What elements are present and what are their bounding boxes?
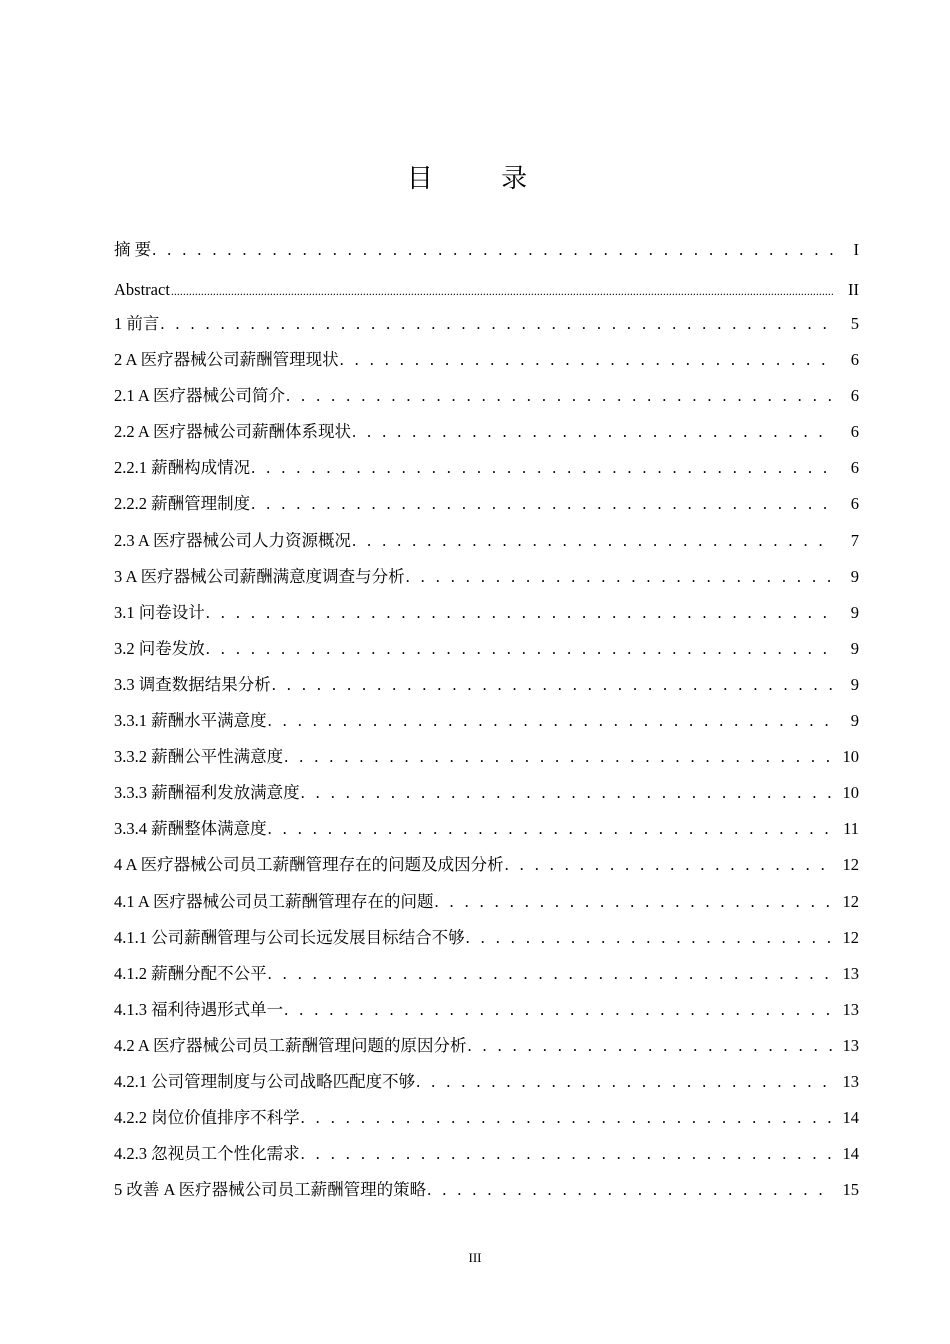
toc-entry[interactable] [114,414,859,450]
toc-entry-page: 15 [842,1180,859,1200]
toc-entry[interactable] [114,992,859,1028]
dot-leader [152,232,833,268]
toc-entry-page: 13 [842,1071,859,1091]
toc-entry-page: 10 [842,783,859,803]
toc-entry-page: 9 [850,711,859,731]
toc-entry-page: 12 [842,891,859,911]
toc-entry-label: 4.2 A 医疗器械公司员工薪酬管理问题的原因分析 [114,1035,467,1055]
toc-entry[interactable] [114,775,859,811]
dot-leader [427,1172,833,1208]
dot-leader [268,956,833,992]
toc-entry-page: 10 [842,747,859,767]
toc-entry-page: 13 [842,963,859,983]
dot-leader [160,306,833,342]
toc-entry-label: 3.3.4 薪酬整体满意度 [114,819,267,839]
toc-entry[interactable] [114,559,859,595]
toc-entry[interactable] [114,523,859,559]
toc-entry-label: 5 改善 A 医疗器械公司员工薪酬管理的策略 [114,1180,427,1200]
toc-entry-label: 3.2 问卷发放 [114,638,205,658]
toc-entry[interactable] [114,1064,859,1100]
dot-leader [352,414,833,450]
toc-entry[interactable] [114,1136,859,1172]
page-title: 目 录 [406,164,558,194]
toc-entry-page: 14 [842,1144,859,1164]
toc-entry-label: 2.2.1 薪酬构成情况 [114,458,251,478]
toc-entry-label: 4.2.3 忽视员工个性化需求 [114,1144,300,1164]
toc-entry[interactable] [114,739,859,775]
toc-entry-page: 11 [843,819,859,839]
dot-leader [352,523,833,559]
dot-leader [206,595,833,631]
dot-leader [416,1064,833,1100]
toc-entry[interactable] [114,378,859,414]
toc-entry[interactable] [114,232,859,272]
toc-entry[interactable] [114,486,859,522]
toc-entry-page: 6 [850,350,859,370]
table-of-contents [114,232,859,1208]
dot-leader [268,703,833,739]
toc-entry-label: 4.1.1 公司薪酬管理与公司长远发展目标结合不够 [114,927,465,947]
dot-leader [284,992,833,1028]
dot-leader [434,884,833,920]
toc-entry[interactable] [114,956,859,992]
dot-leader [406,559,833,595]
dot-leader [301,1136,833,1172]
toc-entry-page: 7 [850,530,859,550]
toc-entry-page: 9 [850,638,859,658]
toc-entry-label: 2.2.2 薪酬管理制度 [114,494,251,514]
dot-leader [284,739,833,775]
toc-entry[interactable] [114,342,859,378]
toc-entry-label: 2.3 A 医疗器械公司人力资源概况 [114,530,351,550]
dot-leader [467,1028,833,1064]
toc-entry-label: 4.2.2 岗位价值排序不科学 [114,1108,300,1128]
toc-entry-label: 4.1.3 福利待遇形式单一 [114,999,284,1019]
toc-entry-label: 3 A 医疗器械公司薪酬满意度调查与分析 [114,566,405,586]
dot-leader [466,920,833,956]
toc-entry[interactable] [114,595,859,631]
toc-entry-label: 3.3.2 薪酬公平性满意度 [114,747,284,767]
toc-entry[interactable] [114,631,859,667]
toc-entry[interactable] [114,1100,859,1136]
toc-entry-label: 3.1 问卷设计 [114,602,205,622]
dot-leader [251,486,833,522]
toc-entry[interactable] [114,306,859,342]
toc-entry-page: 13 [842,1035,859,1055]
toc-entry[interactable] [114,272,859,306]
toc-entry-label: 4.2.1 公司管理制度与公司战略匹配度不够 [114,1071,416,1091]
toc-entry-page: 12 [842,927,859,947]
toc-entry-page: I [853,240,859,259]
toc-entry-label: 摘 要 [114,240,152,259]
toc-entry[interactable] [114,884,859,920]
toc-entry[interactable] [114,1172,859,1208]
toc-entry-label: 3.3.1 薪酬水平满意度 [114,711,267,731]
dot-leader [272,667,833,703]
toc-entry-label: 4.1.2 薪酬分配不公平 [114,963,267,983]
dot-leader [171,272,833,309]
toc-entry-page: II [848,280,859,299]
dot-leader [301,1100,833,1136]
toc-entry[interactable] [114,450,859,486]
toc-entry-label: 2.1 A 医疗器械公司简介 [114,386,285,406]
toc-entry-page: 6 [850,458,859,478]
toc-entry-page: 5 [850,314,859,333]
toc-entry-label: Abstract [114,280,170,299]
toc-entry[interactable] [114,847,859,883]
toc-entry-label: 3.3.3 薪酬福利发放满意度 [114,783,300,803]
toc-entry-page: 6 [850,422,859,442]
toc-entry-label: 3.3 调查数据结果分析 [114,674,271,694]
toc-entry-page: 6 [850,494,859,514]
toc-entry[interactable] [114,1028,859,1064]
toc-entry-page: 13 [842,999,859,1019]
page-number-footer: III [468,1250,482,1265]
toc-entry-label: 1 前言 [114,314,160,333]
dot-leader [505,847,833,883]
toc-entry[interactable] [114,703,859,739]
dot-leader [251,450,833,486]
dot-leader [206,631,833,667]
dot-leader [301,775,833,811]
toc-entry-page: 14 [842,1108,859,1128]
toc-entry-page: 12 [842,855,859,875]
toc-entry-label: 4 A 医疗器械公司员工薪酬管理存在的问题及成因分析 [114,855,504,875]
toc-entry-page: 9 [850,602,859,622]
dot-leader [268,811,833,847]
toc-entry-label: 4.1 A 医疗器械公司员工薪酬管理存在的问题 [114,891,434,911]
dot-leader [286,378,833,414]
toc-entry[interactable] [114,811,859,847]
toc-entry-page: 9 [850,566,859,586]
toc-entry-page: 6 [850,386,859,406]
toc-entry-page: 9 [850,674,859,694]
toc-entry-label: 2.2 A 医疗器械公司薪酬体系现状 [114,422,351,442]
toc-entry[interactable] [114,667,859,703]
toc-entry-label: 2 A 医疗器械公司薪酬管理现状 [114,350,339,370]
toc-entry[interactable] [114,920,859,956]
dot-leader [340,342,833,378]
